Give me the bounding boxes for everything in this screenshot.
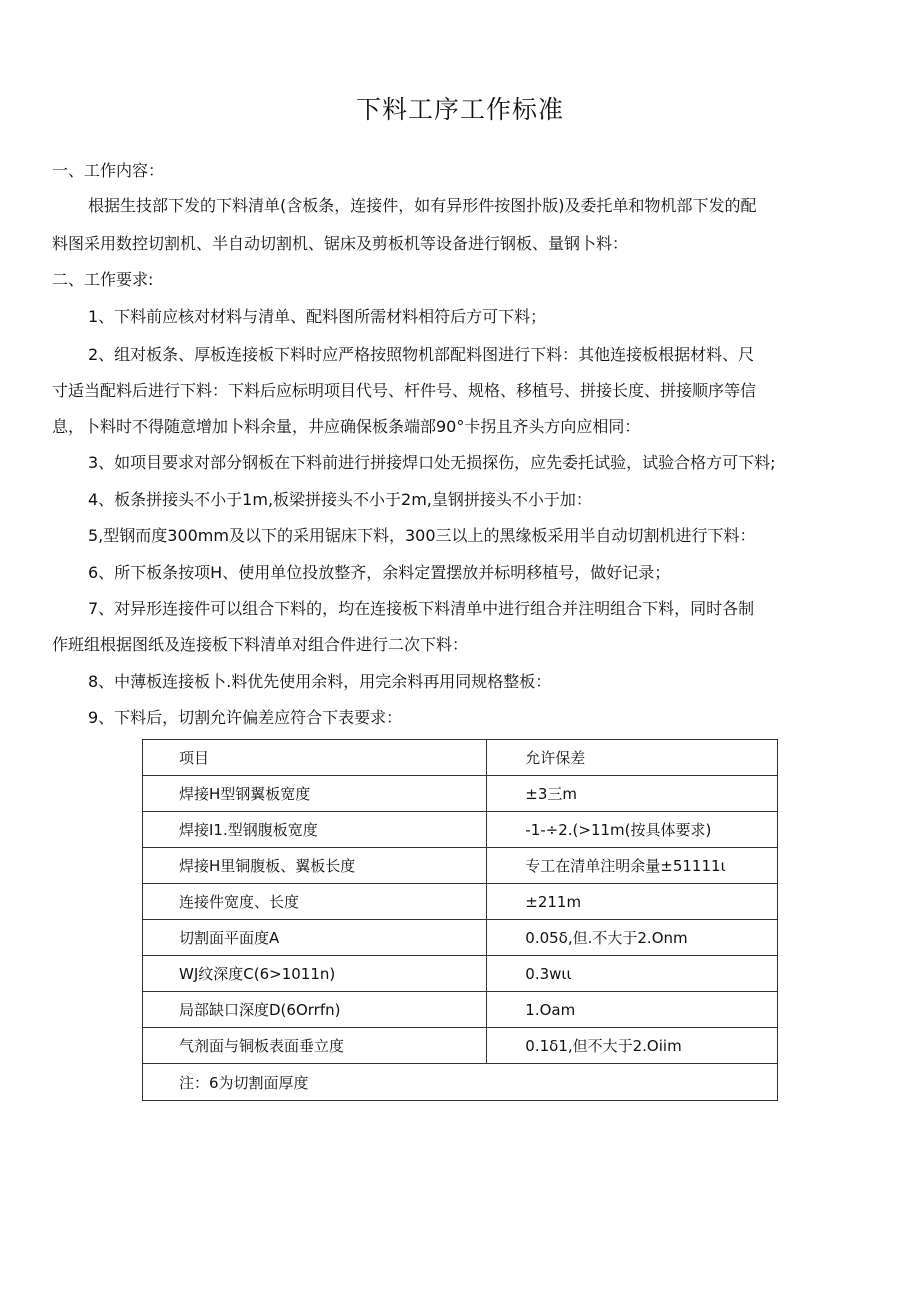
row-item: 连接件宽度、长度: [143, 884, 487, 920]
requirement-item-5: 5,型钢而度300mm及以下的采用锯床下料，300三以上的黑缘板采用半自动切割机进行下料：: [88, 526, 756, 545]
section-heading-work-requirements: 二、工作要求:: [52, 270, 154, 289]
table-row: [143, 848, 778, 884]
paragraph-line: 根据生技部下发的下料清单(含板条，连接件，如有异形件按图扑版)及委托单和物机部下发的配: [88, 196, 757, 215]
table-header-row: [143, 740, 778, 776]
table-row: [143, 992, 778, 1028]
table-row: [143, 812, 778, 848]
table-note: 注：6为切割面厚度: [143, 1064, 778, 1101]
header-item: 项目: [143, 740, 487, 776]
requirement-item-6: 6、所下板条按项H、使用单位投放整齐，余料定置摆放并标明移植号，做好记录；: [88, 563, 671, 582]
row-tolerance: 1.Oam: [487, 992, 778, 1028]
document-title: 下料工序工作标准: [355, 95, 564, 124]
row-item: 焊接I1.型钢腹板宽度: [143, 812, 487, 848]
table-row: [143, 920, 778, 956]
header-tolerance: 允许保差: [487, 740, 778, 776]
table-row: [143, 776, 778, 812]
row-item: 切割面平面度A: [143, 920, 487, 956]
requirement-item-7: 7、对异形连接件可以组合下料的，均在连接板下料清单中进行组合并注明组合下料，同时各制: [88, 599, 755, 618]
section-heading-work-content: 一、工作内容：: [52, 161, 165, 180]
row-item: 焊接H型钢翼板宽度: [143, 776, 487, 812]
row-item: WJ纹深度C(6>1011n): [143, 956, 487, 992]
row-tolerance: 0.05δ,但.不大于2.Onm: [487, 920, 778, 956]
row-tolerance: 0.3wιι: [487, 956, 778, 992]
row-item: 气剂面与铜板表面垂立度: [143, 1028, 487, 1064]
row-tolerance: 专工在清单注明余量±51111ι: [487, 848, 778, 884]
row-tolerance: ±3三m: [487, 776, 778, 812]
requirement-item-2-cont: 息，卜料时不得随意增加卜料余量，井应确保板条端部90°卡拐且齐头方向应相同：: [52, 417, 641, 436]
requirement-item-1: 1、下料前应核对材料与清单、配料图所需材料相符后方可下料；: [88, 307, 547, 326]
paragraph-line: 料图采用数控切割机、半自动切割机、锯床及剪板机等设备进行钢板、量钢卜料：: [52, 234, 629, 253]
table-note-row: [143, 1064, 778, 1101]
requirement-item-2-cont: 寸适当配料后进行下料：下料后应标明项目代号、杆件号、规格、移植号、拼接长度、拼接顺序等信: [52, 381, 757, 400]
requirement-item-7-cont: 作班组根据图纸及连接板下料清单对组合件进行二次下料：: [52, 635, 469, 654]
row-tolerance: 0.1δ1,但不大于2.Oiim: [487, 1028, 778, 1064]
requirement-item-9: 9、下料后，切割允许偏差应符合下表要求：: [88, 708, 403, 727]
requirement-item-8: 8、中薄板连接板卜.料优先使用余料，用完余料再用同规格整板：: [88, 672, 552, 691]
table-row: [143, 1028, 778, 1064]
requirement-item-3: 3、如项目要求对部分钢板在下料前进行拼接焊口处无损探伤，应先委托试验，试验合格方可下料;: [88, 453, 776, 472]
table-row: [143, 956, 778, 992]
requirement-item-4: 4、板条拼接头不小于1m,板梁拼接头不小于2m,皇钢拼接头不小于加：: [88, 490, 592, 509]
row-tolerance: -1-÷2.(>11m(按具体要求): [487, 812, 778, 848]
requirement-item-2: 2、组对板条、厚板连接板下料时应严格按照物机部配料图进行下料：其他连接板根据材料、尺: [88, 345, 755, 364]
row-item: 焊接H里铜腹板、翼板长度: [143, 848, 487, 884]
row-tolerance: ±211m: [487, 884, 778, 920]
tolerance-table: [142, 739, 778, 1101]
table-row: [143, 884, 778, 920]
row-item: 局部缺口深度D(6Orrfn): [143, 992, 487, 1028]
